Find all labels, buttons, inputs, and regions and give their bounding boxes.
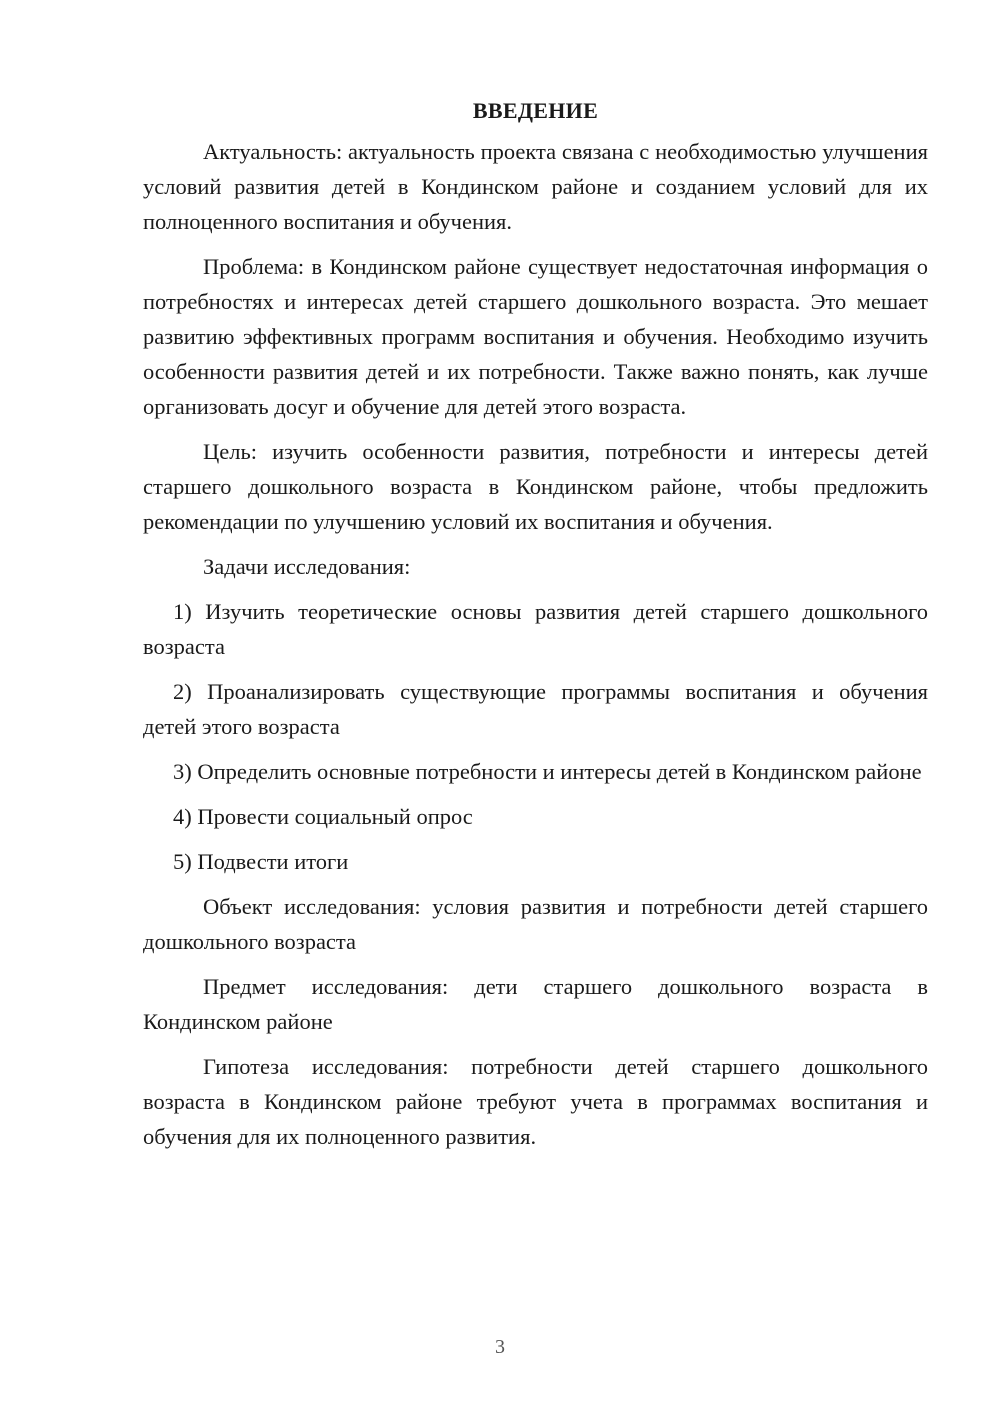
section-title: ВВЕДЕНИЕ <box>472 98 599 123</box>
task-item-4: 4) Провести социальный опрос <box>173 804 473 829</box>
subject-paragraph: Предмет исследования: дети старшего дошкольного возраста в Кондинском районе <box>143 974 928 1034</box>
relevance-paragraph: Актуальность: актуальность проекта связана с необходимостью улучшения условий развития детей в Кондинском районе и созданием условий для их полноценного воспитания и обучения. <box>143 139 928 234</box>
task-item-2: 2) Проанализировать существующие программы воспитания и обучения детей этого возраста <box>143 679 928 739</box>
document-page <box>143 96 928 1164</box>
task-item-3: 3) Определить основные потребности и интересы детей в Кондинском районе <box>173 759 922 784</box>
hypothesis-paragraph: Гипотеза исследования: потребности детей старшего дошкольного возраста в Кондинском районе требуют учета в программах воспитания и обучения для их полноценного развития. <box>143 1054 928 1149</box>
page-number: 3 <box>495 1336 505 1358</box>
task-item-5: 5) Подвести итоги <box>173 849 349 874</box>
task-item-1: 1) Изучить теоретические основы развития детей старшего дошкольного возраста <box>143 599 928 659</box>
goal-paragraph: Цель: изучить особенности развития, потребности и интересы детей старшего дошкольного возраста в Кондинском районе, чтобы предложить рекомендации по улучшению условий их воспитания и обучения. <box>143 439 928 534</box>
object-paragraph: Объект исследования: условия развития и потребности детей старшего дошкольного возраста <box>143 894 928 954</box>
tasks-heading: Задачи исследования: <box>203 554 411 579</box>
problem-paragraph: Проблема: в Кондинском районе существует недостаточная информация о потребностях и интересах детей старшего дошкольного возраста. Это мешает развитию эффективных программ воспитания и обучения. Необходимо изучить особенности развития детей и их потребности. Также важно понять, как лучше организовать досуг и обучение для детей этого возраста. <box>143 254 928 419</box>
